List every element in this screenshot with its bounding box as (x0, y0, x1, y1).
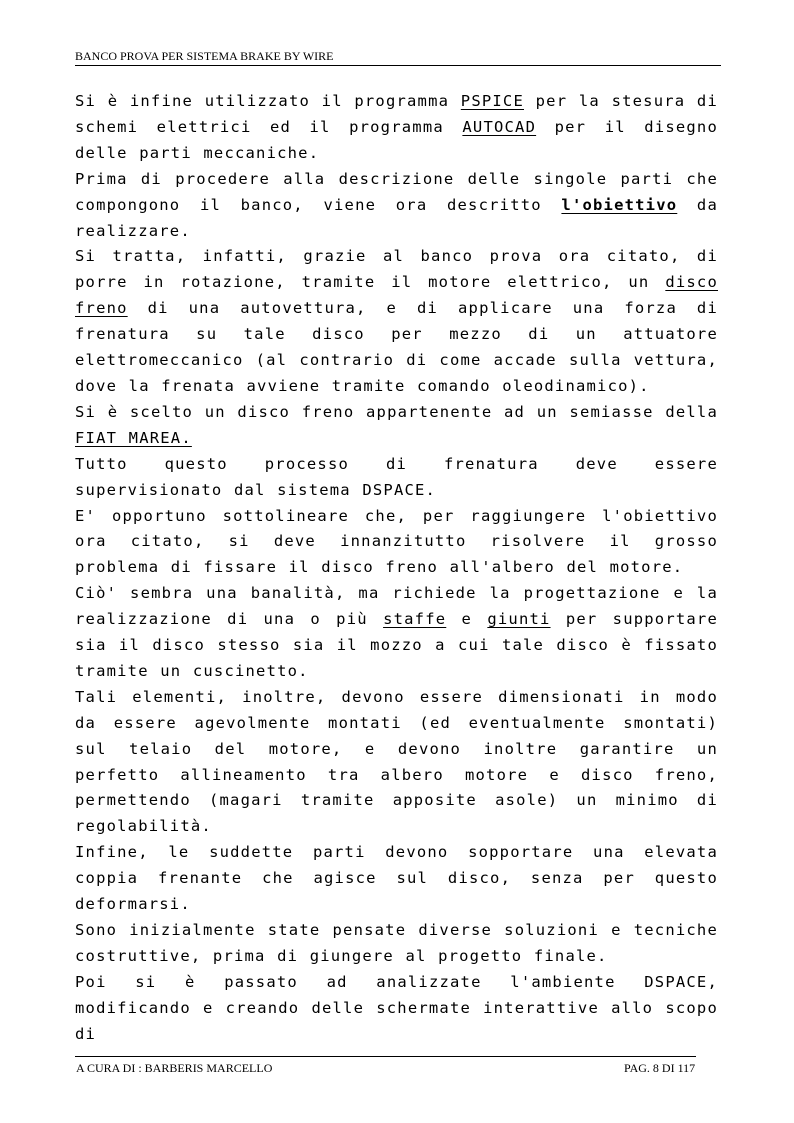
text-run: per il disegno delle parti meccaniche. (75, 117, 718, 162)
paragraph-dspace-supervision: Tutto questo processo di frenatura deve essere supervisionato dal sistema DSPACE. (75, 454, 718, 499)
text-run: di una autovettura, e di applicare una forza di frenatura su tale disco per mezzo di un attuatore elettromeccanico (al contrario di come accade sulla vettura, dove la frenata avviene tramite comando oleodinamico). (75, 299, 718, 395)
running-header: BANCO PROVA PER SISTEMA BRAKE BY WIRE (75, 49, 721, 66)
footer-page-number: PAG. 8 DI 117 (624, 1061, 696, 1075)
text-run: Si tratta, infatti, grazie al banco prova ora citato, di porre in rotazione, tramite il motore elettrico, un (75, 247, 718, 292)
underlined-term-pspice: PSPICE (460, 92, 524, 110)
underlined-term-disco-freno: disco freno (75, 273, 718, 318)
underlined-term-staffe: staffe (383, 610, 447, 629)
paragraph-main-problem: E' opportuno sottolineare che, per raggiungere l'obiettivo ora citato, si deve innanzitutto risolvere il grosso problema di fissare il disco freno all'albero del motore. (75, 506, 718, 577)
footer-rule (75, 1056, 696, 1057)
text-run: Si è scelto un disco freno appartenente ad un semiasse della (75, 402, 718, 421)
page-body (75, 89, 718, 1048)
footer-author: A CURA DI : BARBERIS MARCELLO (76, 1061, 273, 1075)
paragraph-dspace-analysis: Poi si è passato ad analizzate l'ambiente DSPACE, modificando e creando delle schermate interattive allo scopo di (75, 972, 718, 1043)
paragraph-disc-choice (75, 400, 718, 452)
paragraph-objective-description (75, 244, 718, 399)
text-run: Prima di procedere alla descrizione delle singole parti che compongono il banco, viene ora descritto (75, 169, 718, 214)
paragraph-objective-intro (75, 167, 718, 245)
text-run: e (446, 610, 488, 629)
paragraph-brackets-joints (75, 581, 718, 685)
text-run: per la stesura di schemi elettrici ed il programma (75, 92, 718, 136)
paragraph-dimensioning: Tali elementi, inoltre, devono essere dimensionati in modo da essere agevolmente montati (ed eventualmente smontati) sul telaio del motore, e devono inoltre garantire un perfetto allineamento tra albero motore e disco freno, permettendo (magari tramite apposite asole) un minimo di regolabilità. (75, 687, 718, 836)
paragraph-solutions: Sono inizialmente state pensate diverse soluzioni e tecniche costruttive, prima di giungere al progetto finale. (75, 921, 718, 965)
text-run: Si è infine utilizzato il programma (75, 92, 461, 110)
text-run: da realizzare. (75, 195, 718, 240)
underlined-term-giunti: giunti (487, 610, 551, 629)
text-run: Ciò' sembra una banalità, ma richiede la progettazione e la realizzazione di una o più (75, 584, 718, 629)
paragraph-tools (75, 89, 718, 167)
underlined-term-autocad: AUTOCAD (462, 117, 537, 136)
paragraph-braking-torque: Infine, le suddette parti devono sopportare una elevata coppia frenante che agisce sul disco, senza per questo deformarsi. (75, 843, 718, 914)
underlined-term-obiettivo: l'obiettivo (561, 195, 678, 214)
text-run: per supportare sia il disco stesso sia il mozzo a cui tale disco è fissato tramite un cuscinetto. (75, 610, 718, 680)
underlined-term-fiat-marea: FIAT MAREA. (75, 428, 192, 447)
